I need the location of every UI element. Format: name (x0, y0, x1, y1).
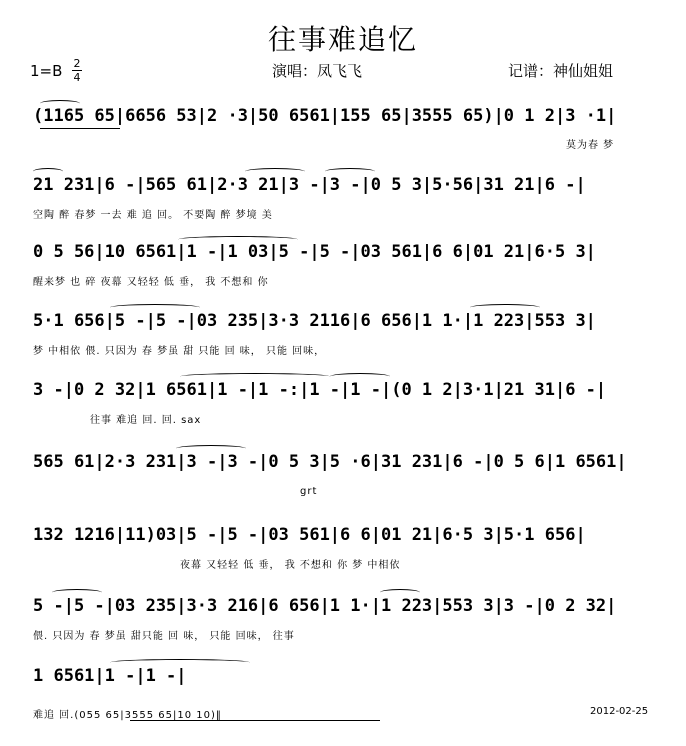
date-stamp: 2012-02-25 (590, 706, 649, 717)
lyric-line-4: 梦 中相依 偎. 只因为 春 梦虽 甜 只能 回 味， 只能 回味， (33, 346, 326, 357)
score-line-7: 132 1216|11)03|5 -|5 -|03 561|6 6|01 21|6·5 3|5·1 656| (33, 525, 586, 545)
lyric-line-2: 空陶 醉 春梦 一去 难 追 回。 不要陶 醉 梦境 美 (33, 210, 273, 221)
time-signature (72, 58, 82, 83)
slur-mark (380, 589, 420, 596)
score-line-9: 1 6561|1 -|1 -| (33, 666, 187, 686)
key-signature: 1=B (30, 62, 63, 80)
slur-mark (52, 589, 102, 596)
transcriber-credit: 记谱：神仙姐姐 (508, 62, 614, 80)
beam-underline (130, 720, 380, 721)
score-line-3: 0 5 56|10 6561|1 -|1 03|5 -|5 -|03 561|6 6|01 21|6·5 3| (33, 242, 596, 262)
slur-mark (470, 304, 540, 311)
time-signature-top: 2 (73, 57, 81, 70)
singer-credit: 演唱：凤飞飞 (272, 62, 363, 80)
song-title: 往事难追忆 (267, 23, 418, 56)
score-line-6: 565 61|2·3 231|3 -|3 -|0 5 3|5 ·6|31 231|6 -|0 5 6|1 6561| (33, 452, 627, 472)
slur-mark (325, 168, 375, 175)
time-signature-bottom: 4 (73, 71, 81, 84)
lyric-line-6: grt (300, 486, 318, 497)
slur-mark (110, 304, 200, 311)
lyric-line-9: 难追 回.(055 65|3555 65|10 10)‖ (33, 710, 222, 721)
score-line-5: 3 -|0 2 32|1 6561|1 -|1 -:|1 -|1 -|(0 1 2|3·1|21 31|6 -| (33, 380, 607, 400)
slur-mark (330, 373, 390, 380)
lyric-line-1: 莫为春 梦 (566, 140, 615, 151)
score-line-8: 5 -|5 -|03 235|3·3 216|6 656|1 1·|1 223|553 3|3 -|0 2 32| (33, 596, 617, 616)
score-line-1: (1165 65|6656 53|2 ·3|50 6561|155 65|3555 65)|0 1 2|3 ·1| (33, 106, 617, 126)
beam-underline (40, 128, 120, 129)
lyric-line-3: 醒来梦 也 碎 夜幕 又轻轻 低 垂， 我 不想和 你 (33, 277, 269, 288)
lyric-line-7: 夜幕 又轻轻 低 垂， 我 不想和 你 梦 中相依 (180, 560, 401, 571)
slur-mark (245, 168, 305, 175)
slur-mark (180, 373, 330, 380)
slur-mark (33, 168, 63, 175)
slur-mark (110, 659, 250, 666)
score-line-4: 5·1 656|5 -|5 -|03 235|3·3 2116|6 656|1 1·|1 223|553 3| (33, 311, 596, 331)
slur-mark (176, 445, 246, 452)
lyric-line-5: 往事 难追 回. 回. sax (90, 415, 202, 426)
slur-mark (178, 236, 298, 243)
slur-mark (40, 100, 80, 107)
score-line-2: 21 231|6 -|565 61|2·3 21|3 -|3 -|0 5 3|5·56|31 21|6 -| (33, 175, 586, 195)
lyric-line-8: 偎. 只因为 春 梦虽 甜只能 回 味， 只能 回味， 往事 (33, 631, 295, 642)
